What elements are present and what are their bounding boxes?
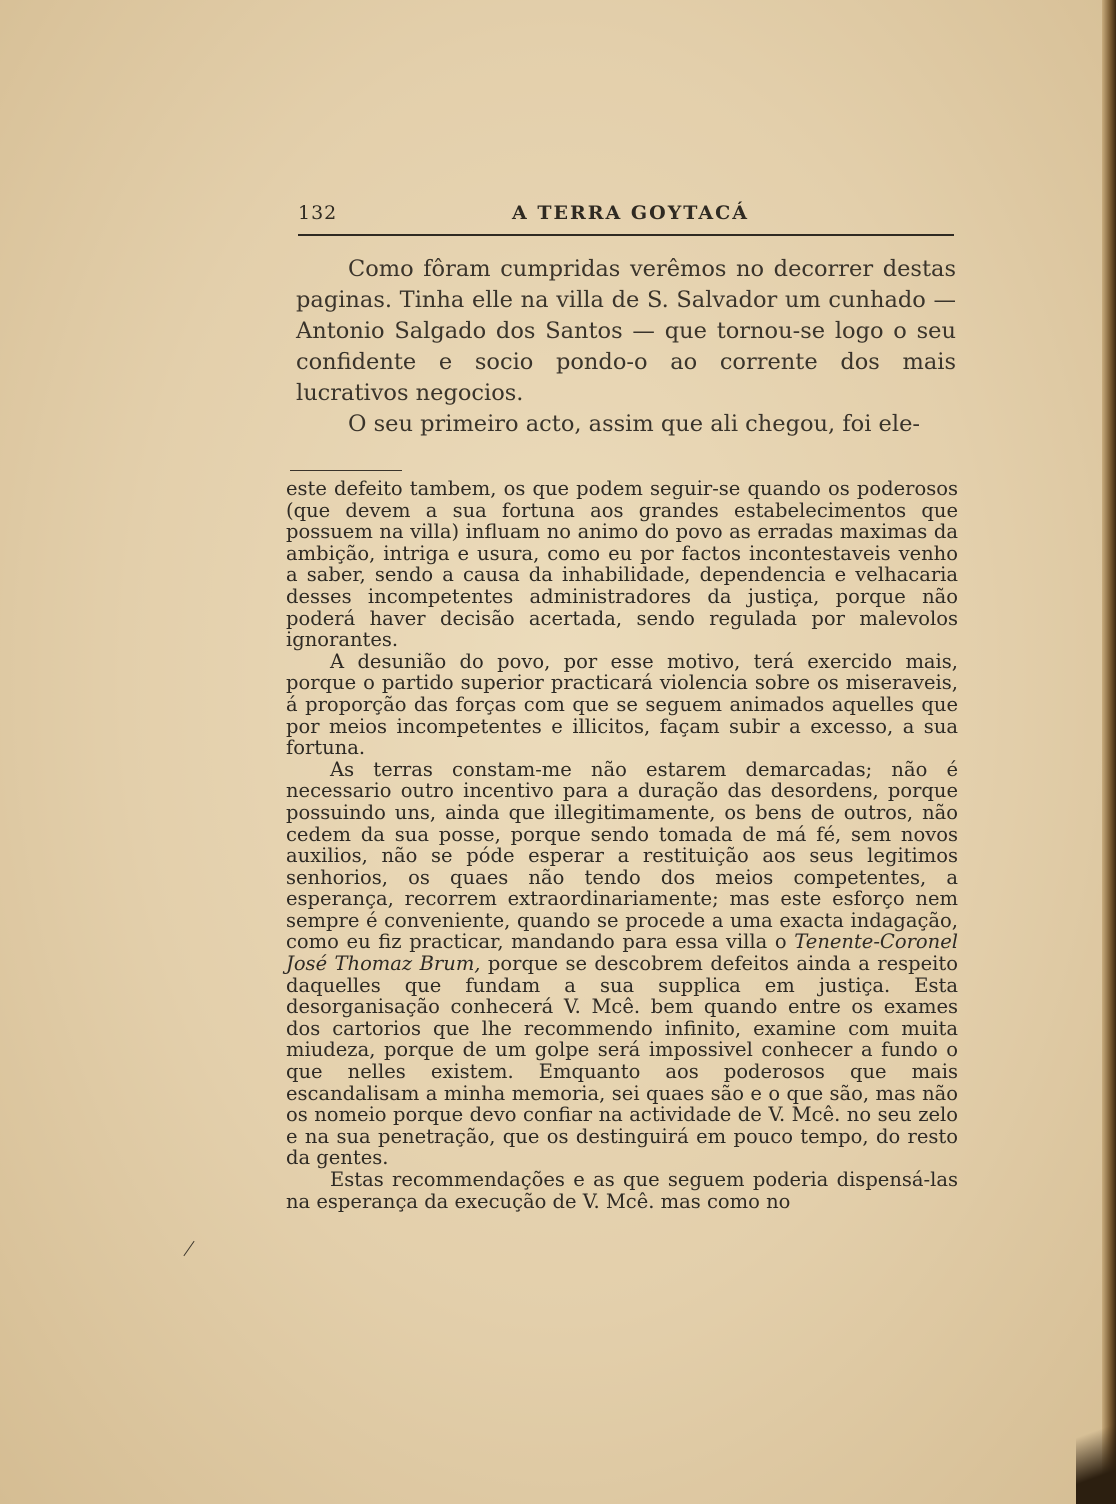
main-paragraph-1: Como fôram cumpridas verêmos no decorrer destas paginas. Tinha elle na villa de S. Salvador um cunhado — Antonio Salgado dos Santos — que tornou-se logo o seu confidente e socio pondo-o ao corrente dos mais lucrativos negocios. xyxy=(296,256,956,406)
footnote-separator xyxy=(290,470,402,471)
footnote-paragraph-3-end: porque se descobrem defeitos ainda a respeito daquelles que fundam a sua supplica em justiça. Esta desorganisação conhecerá V. Mcê. bem quando entre os exames dos cartorios que lhe recommendo infinito, examine com muita miudeza, porque de um golpe será impossivel conhecer a fundo o que nelles existem. Emquanto aos poderosos que mais escandalisam a minha memoria, sei quaes são e o que são, mas não os nomeio porque devo confiar na actividade de V. Mcê. no seu zelo e na sua penetração, que os destinguirá em pouco tempo, do resto da gentes. xyxy=(286,952,958,1170)
footnote-block xyxy=(286,478,958,1212)
main-text xyxy=(296,254,956,440)
running-title: A TERRA GOYTACÁ xyxy=(512,202,749,224)
footnote-italic-name: Tenente-Coronel José Thomaz Brum, xyxy=(286,930,958,976)
footnote-paragraph-4: Estas recommendações e as que seguem poderia dispensá-las na esperança da execução de V. Mcê. mas como no xyxy=(286,1168,958,1213)
page-corner-shadow xyxy=(1076,1384,1116,1504)
book-spine-shadow xyxy=(1102,0,1116,1504)
page-number: 132 xyxy=(298,202,338,224)
pencil-mark xyxy=(183,1241,194,1256)
footnote-paragraph-3 xyxy=(286,759,958,1169)
footnote-paragraph-3-start: As terras constam-me não estarem demarcadas; não é necessario outro incentivo para a duração das desordens, porque possuindo uns, ainda que illegitimamente, os bens de outros, não cedem da sua posse, porque sendo tomada de má fé, sem novos auxilios, não se póde esperar a restituição aos seus legitimos senhorios, os quaes não tendo dos meios competentes, a esperança, recorrem extraordinariamente; mas este esforço nem sempre é conveniente, quando se procede a uma exacta indagação, como eu fiz practicar, mandando para essa villa o xyxy=(286,757,958,954)
footnote-paragraph-1: este defeito tambem, os que podem seguir-se quando os poderosos (que devem a sua fortuna aos grandes estabelecimentos que possuem na villa) influam no animo do povo as erradas maximas da ambição, intriga e usura, como eu por factos incontestaveis venho a saber, sendo a causa da inhabilidade, dependencia e velhacaria desses incompetentes administradores da justiça, porque não poderá haver decisão acertada, sendo regulada por malevolos ignorantes. xyxy=(286,477,958,652)
footnote-paragraph-2: A desunião do povo, por esse motivo, terá exercido mais, porque o partido superior practicará violencia sobre os miseraveis, á proporção das forças com que se seguem animados aquelles que por meios incompetentes e illicitos, façam subir a excesso, a sua fortuna. xyxy=(286,649,958,760)
running-header xyxy=(298,198,954,236)
main-paragraph-2: O seu primeiro acto, assim que ali chegou, foi ele- xyxy=(348,411,920,437)
